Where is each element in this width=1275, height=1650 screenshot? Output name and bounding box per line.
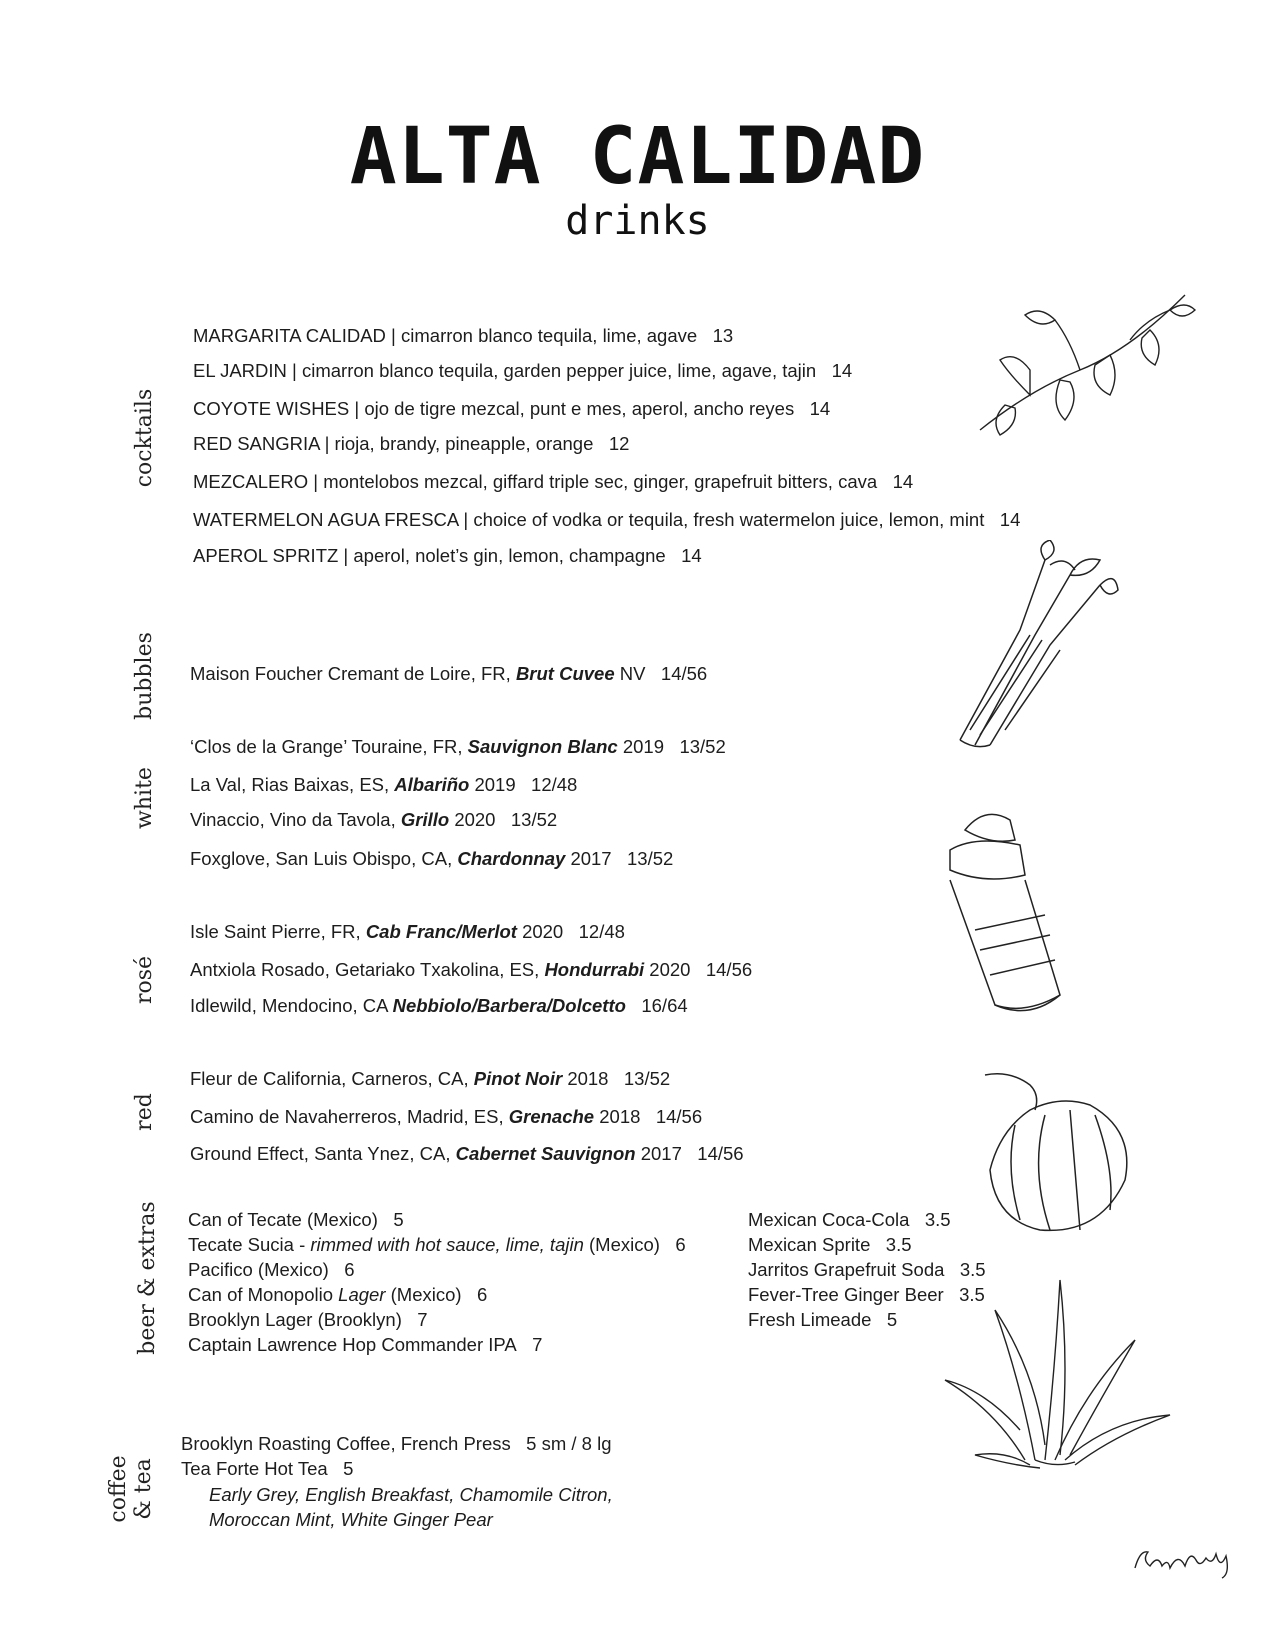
wine-vintage: 2017 bbox=[640, 1143, 682, 1164]
extra-name: Jarritos Grapefruit Soda bbox=[748, 1259, 945, 1280]
beer-name: Tecate Sucia - bbox=[188, 1234, 311, 1255]
cocktail-price: 14 bbox=[809, 398, 831, 419]
menu-subtitle: drinks bbox=[565, 198, 710, 244]
rose-wine-item bbox=[190, 995, 688, 1017]
beer-item bbox=[188, 1284, 487, 1306]
menu-title: ALTA CALIDAD bbox=[349, 112, 926, 202]
wine-producer: Vinaccio, Vino da Tavola, bbox=[190, 809, 396, 830]
cocktail-item: RED SANGRIA | rioja, brandy, pineapple, orange 12 bbox=[193, 433, 630, 454]
beer-name: Brooklyn Lager (Brooklyn) bbox=[188, 1309, 402, 1330]
wine-producer: ‘Clos de la Grange’ Touraine, FR, bbox=[190, 736, 463, 757]
beer-item bbox=[188, 1234, 686, 1256]
section-label-white: white bbox=[132, 767, 157, 829]
wine-price: 12/48 bbox=[578, 921, 625, 942]
wine-varietal: Chardonnay bbox=[457, 848, 566, 869]
extra-price: 3.5 bbox=[924, 1209, 951, 1230]
beer-price: 5 bbox=[393, 1209, 404, 1230]
cocktail-price: 14 bbox=[892, 471, 914, 492]
cocktail-description: rioja, brandy, pineapple, orange bbox=[334, 433, 594, 454]
cocktail-description: choice of vodka or tequila, fresh watermelon juice, lemon, mint bbox=[473, 509, 985, 530]
wine-producer: La Val, Rias Baixas, ES, bbox=[190, 774, 390, 795]
beer-name: Captain Lawrence Hop Commander IPA bbox=[188, 1334, 517, 1355]
wine-varietal: Nebbiolo/Barbera/Dolcetto bbox=[392, 995, 626, 1016]
wine-price: 13/52 bbox=[623, 1068, 671, 1089]
section-label-rose: rosé bbox=[132, 955, 157, 1005]
cocktail-name: RED SANGRIA bbox=[193, 433, 320, 454]
wine-producer: Idlewild, Mendocino, CA bbox=[190, 995, 388, 1016]
wine-varietal: Cabernet Sauvignon bbox=[455, 1143, 636, 1164]
beer-item bbox=[188, 1209, 404, 1231]
cocktail-name: MEZCALERO bbox=[193, 471, 309, 492]
cocktail-description: cimarron blanco tequila, garden pepper juice, lime, agave, tajin bbox=[302, 360, 817, 381]
beer-name: Can of Monopolio bbox=[188, 1284, 339, 1305]
beer-origin: (Mexico) bbox=[385, 1284, 462, 1305]
wine-vintage: 2019 bbox=[622, 736, 665, 757]
wine-producer: Antxiola Rosado, Getariako Txakolina, ES, bbox=[190, 959, 540, 980]
wine-price: 13/52 bbox=[679, 736, 726, 757]
cocktail-name: APEROL SPRITZ bbox=[193, 545, 339, 566]
beer-name: Can of Tecate (Mexico) bbox=[188, 1209, 378, 1230]
red-wine-item bbox=[190, 1106, 702, 1128]
cocktail-name: MARGARITA CALIDAD bbox=[193, 325, 386, 346]
extra-item bbox=[748, 1309, 897, 1331]
tea-flavors-line1: Early Grey, English Breakfast, Chamomile Citron, bbox=[209, 1484, 613, 1505]
wine-varietal: Sauvignon Blanc bbox=[467, 736, 618, 757]
extra-name: Fresh Limeade bbox=[748, 1309, 872, 1330]
extra-price: 5 bbox=[886, 1309, 898, 1330]
white-wine-item bbox=[190, 774, 577, 796]
wine-price: 14/56 bbox=[655, 1106, 703, 1127]
wine-vintage: 2017 bbox=[570, 848, 612, 869]
beer-price: 6 bbox=[675, 1234, 686, 1255]
extra-price: 3.5 bbox=[885, 1234, 912, 1255]
wine-varietal: Pinot Noir bbox=[473, 1068, 563, 1089]
beer-price: 7 bbox=[417, 1309, 428, 1330]
cocktail-price: 14 bbox=[999, 509, 1021, 530]
beer-price: 6 bbox=[344, 1259, 355, 1280]
wine-price: 14/56 bbox=[705, 959, 753, 980]
cocktail-description: aperol, nolet’s gin, lemon, champagne bbox=[353, 545, 666, 566]
extra-item bbox=[748, 1234, 912, 1256]
section-label-beer: beer & extras bbox=[135, 1201, 160, 1355]
cocktail-description: cimarron blanco tequila, lime, agave bbox=[401, 325, 698, 346]
coffee-item bbox=[181, 1433, 612, 1455]
beer-name: Pacifico (Mexico) bbox=[188, 1259, 329, 1280]
coffee-name: Brooklyn Roasting Coffee, French Press bbox=[181, 1433, 511, 1454]
cocktail-item: COYOTE WISHES | ojo de tigre mezcal, punt e mes, aperol, ancho reyes 14 bbox=[193, 398, 831, 419]
wine-price: 14/56 bbox=[660, 663, 708, 684]
wine-price: 12/48 bbox=[531, 774, 578, 795]
beer-item bbox=[188, 1334, 542, 1356]
rose-wine-item bbox=[190, 959, 752, 981]
wine-vintage: 2020 bbox=[649, 959, 691, 980]
wine-vintage: 2018 bbox=[599, 1106, 641, 1127]
cocktail-name: EL JARDIN bbox=[193, 360, 287, 381]
beer-origin: (Mexico) bbox=[583, 1234, 660, 1255]
section-label-red: red bbox=[132, 1093, 157, 1131]
wine-producer: Camino de Navaherreros, Madrid, ES, bbox=[190, 1106, 504, 1127]
physalis-branch-sketch bbox=[970, 280, 1200, 440]
extra-price: 3.5 bbox=[959, 1259, 986, 1280]
beer-price: 7 bbox=[532, 1334, 543, 1355]
pepper-sketch bbox=[970, 1070, 1140, 1240]
wine-producer: Foxglove, San Luis Obispo, CA, bbox=[190, 848, 453, 869]
rose-wine-item bbox=[190, 921, 625, 943]
cocktail-description: ojo de tigre mezcal, punt e mes, aperol, ancho reyes bbox=[364, 398, 795, 419]
tea-price: 5 bbox=[343, 1458, 354, 1479]
extra-name: Mexican Sprite bbox=[748, 1234, 871, 1255]
celery-sketch bbox=[950, 540, 1120, 750]
agave-sketch bbox=[935, 1270, 1175, 1470]
cocktail-shaker-sketch bbox=[935, 800, 1085, 1020]
coffee-price: 5 sm / 8 lg bbox=[526, 1433, 612, 1454]
section-label-coffee bbox=[106, 1444, 160, 1534]
beer-note: rimmed with hot sauce, lime, tajin bbox=[310, 1234, 584, 1255]
wine-vintage: 2020 bbox=[454, 809, 496, 830]
red-wine-item bbox=[190, 1068, 670, 1090]
wine-producer: Fleur de California, Carneros, CA, bbox=[190, 1068, 469, 1089]
cocktail-item: EL JARDIN | cimarron blanco tequila, garden pepper juice, lime, agave, tajin 14 bbox=[193, 360, 853, 381]
white-wine-item bbox=[190, 736, 726, 758]
wine-varietal: Grenache bbox=[508, 1106, 595, 1127]
extra-name: Fever-Tree Ginger Beer bbox=[748, 1284, 944, 1305]
cocktail-item: APEROL SPRITZ | aperol, nolet’s gin, lemon, champagne 14 bbox=[193, 545, 702, 566]
artist-signature bbox=[1130, 1540, 1240, 1580]
cocktail-price: 12 bbox=[608, 433, 630, 454]
wine-varietal: Albariño bbox=[394, 774, 470, 795]
wine-price: 16/64 bbox=[641, 995, 688, 1016]
wine-vintage: 2020 bbox=[522, 921, 564, 942]
red-wine-item bbox=[190, 1143, 744, 1165]
extra-price: 3.5 bbox=[959, 1284, 985, 1305]
cocktail-item: MARGARITA CALIDAD | cimarron blanco tequila, lime, agave 13 bbox=[193, 325, 734, 346]
wine-varietal: Hondurrabi bbox=[544, 959, 645, 980]
cocktail-name: WATERMELON AGUA FRESCA bbox=[193, 509, 459, 530]
wine-price: 13/52 bbox=[627, 848, 674, 869]
tea-name: Tea Forte Hot Tea bbox=[181, 1458, 328, 1479]
cocktail-price: 14 bbox=[831, 360, 853, 381]
section-label-cocktails: cocktails bbox=[132, 388, 157, 488]
wine-price: 14/56 bbox=[697, 1143, 744, 1164]
beer-item bbox=[188, 1259, 355, 1281]
cocktail-description: montelobos mezcal, giffard triple sec, ginger, grapefruit bitters, cava bbox=[323, 471, 878, 492]
tea-flavors-line2: Moroccan Mint, White Ginger Pear bbox=[209, 1509, 493, 1530]
bubbles-wine-item bbox=[190, 663, 707, 685]
extra-item bbox=[748, 1209, 951, 1231]
extra-name: Mexican Coca-Cola bbox=[748, 1209, 910, 1230]
cocktail-price: 14 bbox=[681, 545, 702, 566]
beer-note: Lager bbox=[338, 1284, 386, 1305]
wine-producer: Maison Foucher Cremant de Loire, FR, bbox=[190, 663, 511, 684]
wine-vintage: NV bbox=[619, 663, 646, 684]
wine-vintage: 2019 bbox=[474, 774, 516, 795]
cocktail-price: 13 bbox=[712, 325, 734, 346]
section-label-bubbles: bubbles bbox=[132, 632, 157, 720]
cocktail-item: MEZCALERO | montelobos mezcal, giffard triple sec, ginger, grapefruit bitters, cava 14 bbox=[193, 471, 914, 492]
beer-item bbox=[188, 1309, 428, 1331]
beer-price: 6 bbox=[476, 1284, 488, 1305]
wine-producer: Ground Effect, Santa Ynez, CA, bbox=[190, 1143, 451, 1164]
coffee-label-line1: coffee bbox=[106, 1455, 131, 1523]
wine-vintage: 2018 bbox=[567, 1068, 609, 1089]
white-wine-item bbox=[190, 848, 673, 870]
wine-varietal: Cab Franc/Merlot bbox=[365, 921, 517, 942]
tea-item bbox=[181, 1458, 353, 1480]
wine-producer: Isle Saint Pierre, FR, bbox=[190, 921, 361, 942]
wine-price: 13/52 bbox=[510, 809, 558, 830]
cocktail-item: WATERMELON AGUA FRESCA | choice of vodka or tequila, fresh watermelon juice, lemon, mint 14 bbox=[193, 509, 1021, 530]
cocktail-name: COYOTE WISHES bbox=[193, 398, 350, 419]
wine-varietal: Grillo bbox=[400, 809, 450, 830]
white-wine-item bbox=[190, 809, 557, 831]
coffee-label-line2: & tea bbox=[131, 1458, 156, 1520]
wine-varietal: Brut Cuvee bbox=[515, 663, 615, 684]
